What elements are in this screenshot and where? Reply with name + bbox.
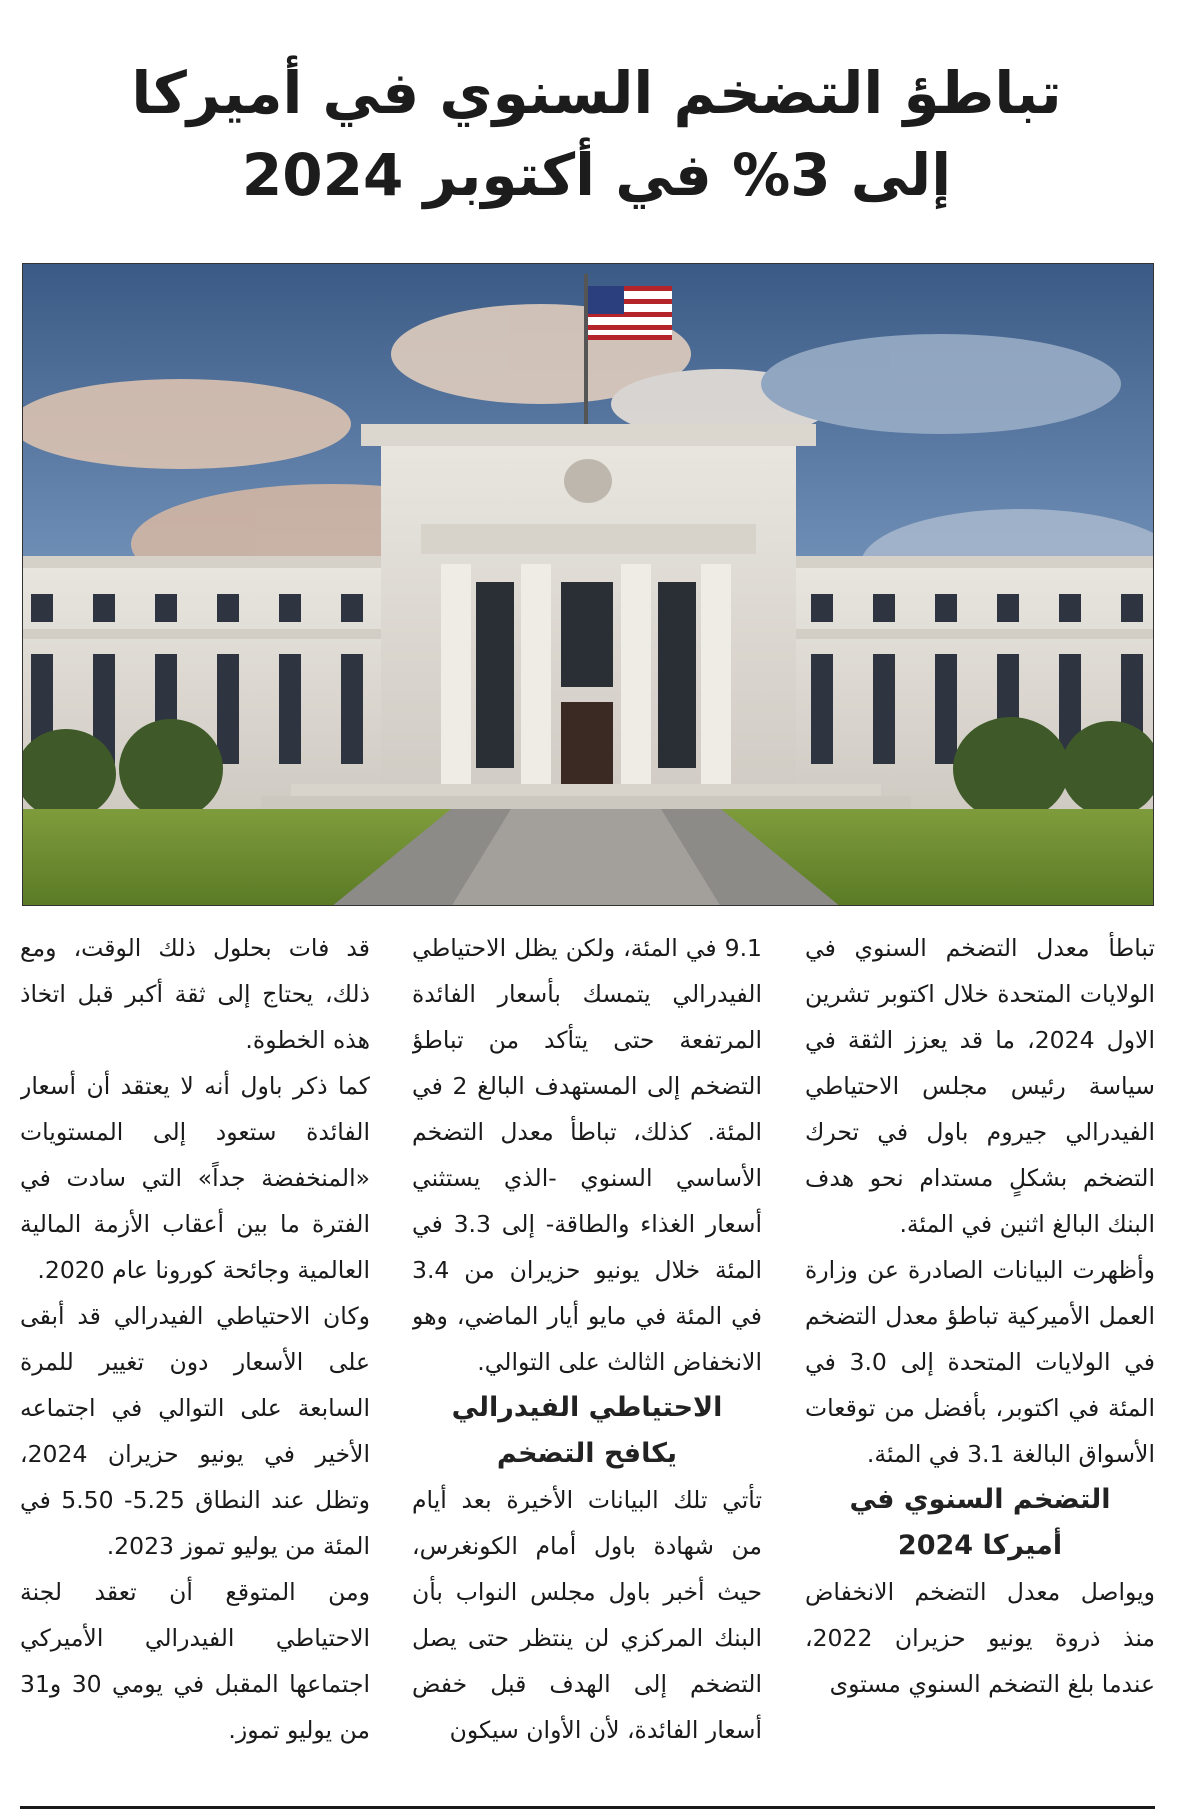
paragraph: ومن المتوقع أن تعقد لجنة الاحتياطي الفيدرالي الأميركي اجتماعها المقبل في يومي 30 و31 من يوليو تموز. [20, 1578, 370, 1744]
article-body [20, 925, 1155, 1795]
us-flag-icon [588, 286, 672, 340]
headline-line-1: تباطؤ التضخم السنوي في أميركا [131, 59, 1062, 127]
headline-line-2: إلى 3% في أكتوبر 2024 [241, 141, 952, 209]
bottom-rule [20, 1806, 1155, 1809]
paragraph: تأتي تلك البيانات الأخيرة بعد أيام من شهادة باول أمام الكونغرس، حيث أخبر باول مجلس النواب بأن البنك المركزي لن ينتظر حتى يصل التضخم إلى الهدف قبل خفض أسعار الفائدة، لأن الأوان سيكون [412, 1486, 762, 1744]
subheading: التضخم السنوي في أميركا 2024 [849, 1484, 1111, 1561]
column-left [20, 925, 370, 1795]
paragraph: وأظهرت البيانات الصادرة عن وزارة العمل الأميركية تباطؤ معدل التضخم في الولايات المتحدة إلى 3.0 في المئة في اكتوبر، بأفضل من توقعات الأسواق البالغة 3.1 في المئة. [805, 1256, 1155, 1468]
paragraph: كما ذكر باول أنه لا يعتقد أن أسعار الفائدة ستعود إلى المستويات «المنخفضة جداً» التي سادت في الفترة ما بين أعقاب الأزمة المالية العالمية وجائحة كورونا عام 2020. [20, 1072, 370, 1284]
paragraph: قد فات بحلول ذلك الوقت، ومع ذلك، يحتاج إلى ثقة أكبر قبل اتخاذ هذه الخطوة. [20, 934, 370, 1054]
paragraph: تباطأ معدل التضخم السنوي في الولايات المتحدة خلال اكتوبر تشرين الاول 2024، ما قد يعزز الثقة في سياسة رئيس مجلس الاحتياطي الفيدرالي جيروم باول في تحرك التضخم بشكلٍ مستدام نحو هدف البنك البالغ اثنين في المئة. [805, 934, 1155, 1238]
paragraph: 9.1 في المئة، ولكن يظل الاحتياطي الفيدرالي يتمسك بأسعار الفائدة المرتفعة حتى يتأكد من تباطؤ التضخم إلى المستهدف البالغ 2 في المئة. كذلك، تباطأ معدل التضخم الأساسي السنوي -الذي يستثني أسعار الغذاء والطاقة- إلى 3.3 في المئة خلال يونيو حزيران من 3.4 في المئة في مايو أيار الماضي، وهو الانخفاض الثالث على التوالي. [412, 934, 762, 1376]
federal-reserve-photo [22, 263, 1154, 906]
subheading: الاحتياطي الفيدرالي يكافح التضخم [451, 1392, 723, 1469]
column-middle [412, 925, 762, 1795]
paragraph: وكان الاحتياطي الفيدرالي قد أبقى على الأسعار دون تغيير للمرة السابعة على التوالي في اجتماعه الأخير في يونيو حزيران 2024، وتظل عند النطاق 5.25- 5.50 في المئة من يوليو تموز 2023. [20, 1302, 370, 1560]
headline [40, 52, 1153, 216]
paragraph: ويواصل معدل التضخم الانخفاض منذ ذروة يونيو حزيران 2022، عندما بلغ التضخم السنوي مستوى [805, 1578, 1155, 1698]
column-right [805, 925, 1155, 1795]
